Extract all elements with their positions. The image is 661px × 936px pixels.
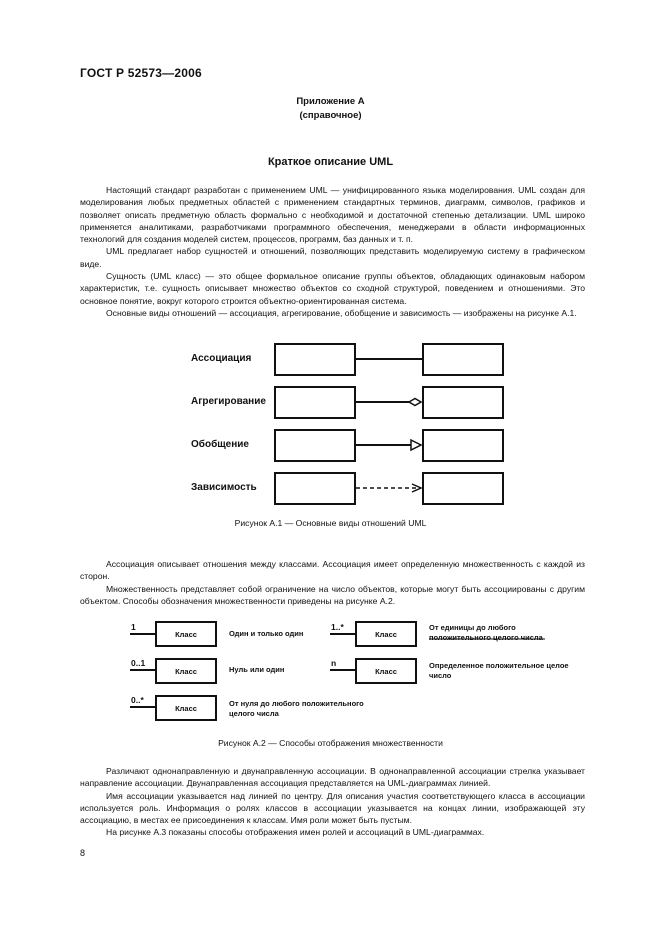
paragraph: Имя ассоциации указывается над линией по центру. Для описания участия соответствующего класса в ассоциации используется роль. Информация о ролях классов в ассоциации указывается на концах линии, изображающей эту ассоциацию, в местах ее присоединения к классам. Имя роли может быть пустым.	[80, 790, 585, 826]
relation-label-generalization: Обобщение	[191, 439, 249, 450]
paragraph: Ассоциация описывает отношения между классами. Ассоциация имеет определенную множественность с каждой из сторон.	[80, 559, 585, 582]
association-text	[80, 765, 585, 839]
paragraph: Различают однонаправленную и двунаправленную ассоциации. В однонаправленной ассоциации стрелка указывает направление ассоциации. Двунаправленная ассоциация представляется на UML-диаграммах линией.	[80, 766, 585, 789]
multiplicity-label: 0..1	[131, 658, 146, 668]
multiplicity-label: 1..*	[331, 622, 344, 632]
figure-a1-caption: Рисунок А.1 — Основные виды отношений UML	[234, 518, 427, 528]
paragraph: Множественность представляет собой ограничение на число объектов, которые могут быть ассоциированы с другим объектом. Способы обозначения множественности приведены на рисунке А.2.	[80, 583, 585, 606]
relation-label-dependency: Зависимость	[191, 482, 257, 493]
multiplicity-description: Определенное положительное целое число	[429, 661, 569, 680]
multiplicity-description: От нуля до любого положительного целого числа	[229, 699, 364, 718]
multiplicity-description: Один и только один	[229, 629, 304, 638]
multiplicity-description: Нуль или один	[229, 665, 285, 674]
class-box: Класс	[155, 658, 217, 684]
appendix-title: Приложение А	[296, 96, 365, 107]
paragraph: Сущность (UML класс) — это общее формальное описание группы объектов, обладающих одинаковым набором характеристик, т.е. сущность описывает множество объектов со сходной структурой, поведением и отношениями. Это основное понятие, вокруг которого строится объектно-ориентированная система.	[80, 271, 585, 306]
appendix-subtitle: (справочное)	[299, 110, 362, 121]
class-box: Класс	[155, 621, 217, 647]
class-box: Класс	[155, 695, 217, 721]
multiplicity-description: От единицы до любого положительного целого числа	[429, 623, 543, 642]
class-box: Класс	[355, 658, 417, 684]
relation-label-aggregation: Агрегирование	[191, 396, 266, 407]
paragraph: Настоящий стандарт разработан с применением UML — унифицированного языка моделирования. UML создан для моделирования любых предметных областей с применением стандартных терминов, диаграмм, символов, графиков и позволяет описать предметную область формально с необходимой и достаточной степенью детализации. UML широко применяется аналитиками, разработчиками программного обеспечения, менеджерами в области информационных технологий для создания моделей систем, процессов, программ, баз данных и т. п.	[80, 185, 585, 245]
relation-label-association: Ассоциация	[191, 353, 252, 364]
paragraph: На рисунке А.3 показаны способы отображения имен ролей и ассоциаций в UML-диаграммах.	[106, 827, 485, 838]
figure-a2-caption: Рисунок А.2 — Способы отображения множественности	[218, 738, 443, 748]
section-title: Краткое описание UML	[267, 156, 394, 168]
multiplicity-label: 0..*	[131, 695, 144, 705]
paragraph: Основные виды отношений — ассоциация, агрегирование, обобщение и зависимость — изображены на рисунке А.1.	[106, 307, 577, 318]
page-number: 8	[80, 848, 86, 858]
multiplicity-label: n	[331, 658, 337, 668]
multiplicity-label: 1	[131, 622, 136, 632]
document-header: ГОСТ Р 52573—2006	[80, 66, 202, 80]
paragraph: UML предлагает набор сущностей и отношений, позволяющих представить моделируемую систему в графическом виде.	[80, 246, 585, 269]
class-box: Класс	[355, 621, 417, 647]
